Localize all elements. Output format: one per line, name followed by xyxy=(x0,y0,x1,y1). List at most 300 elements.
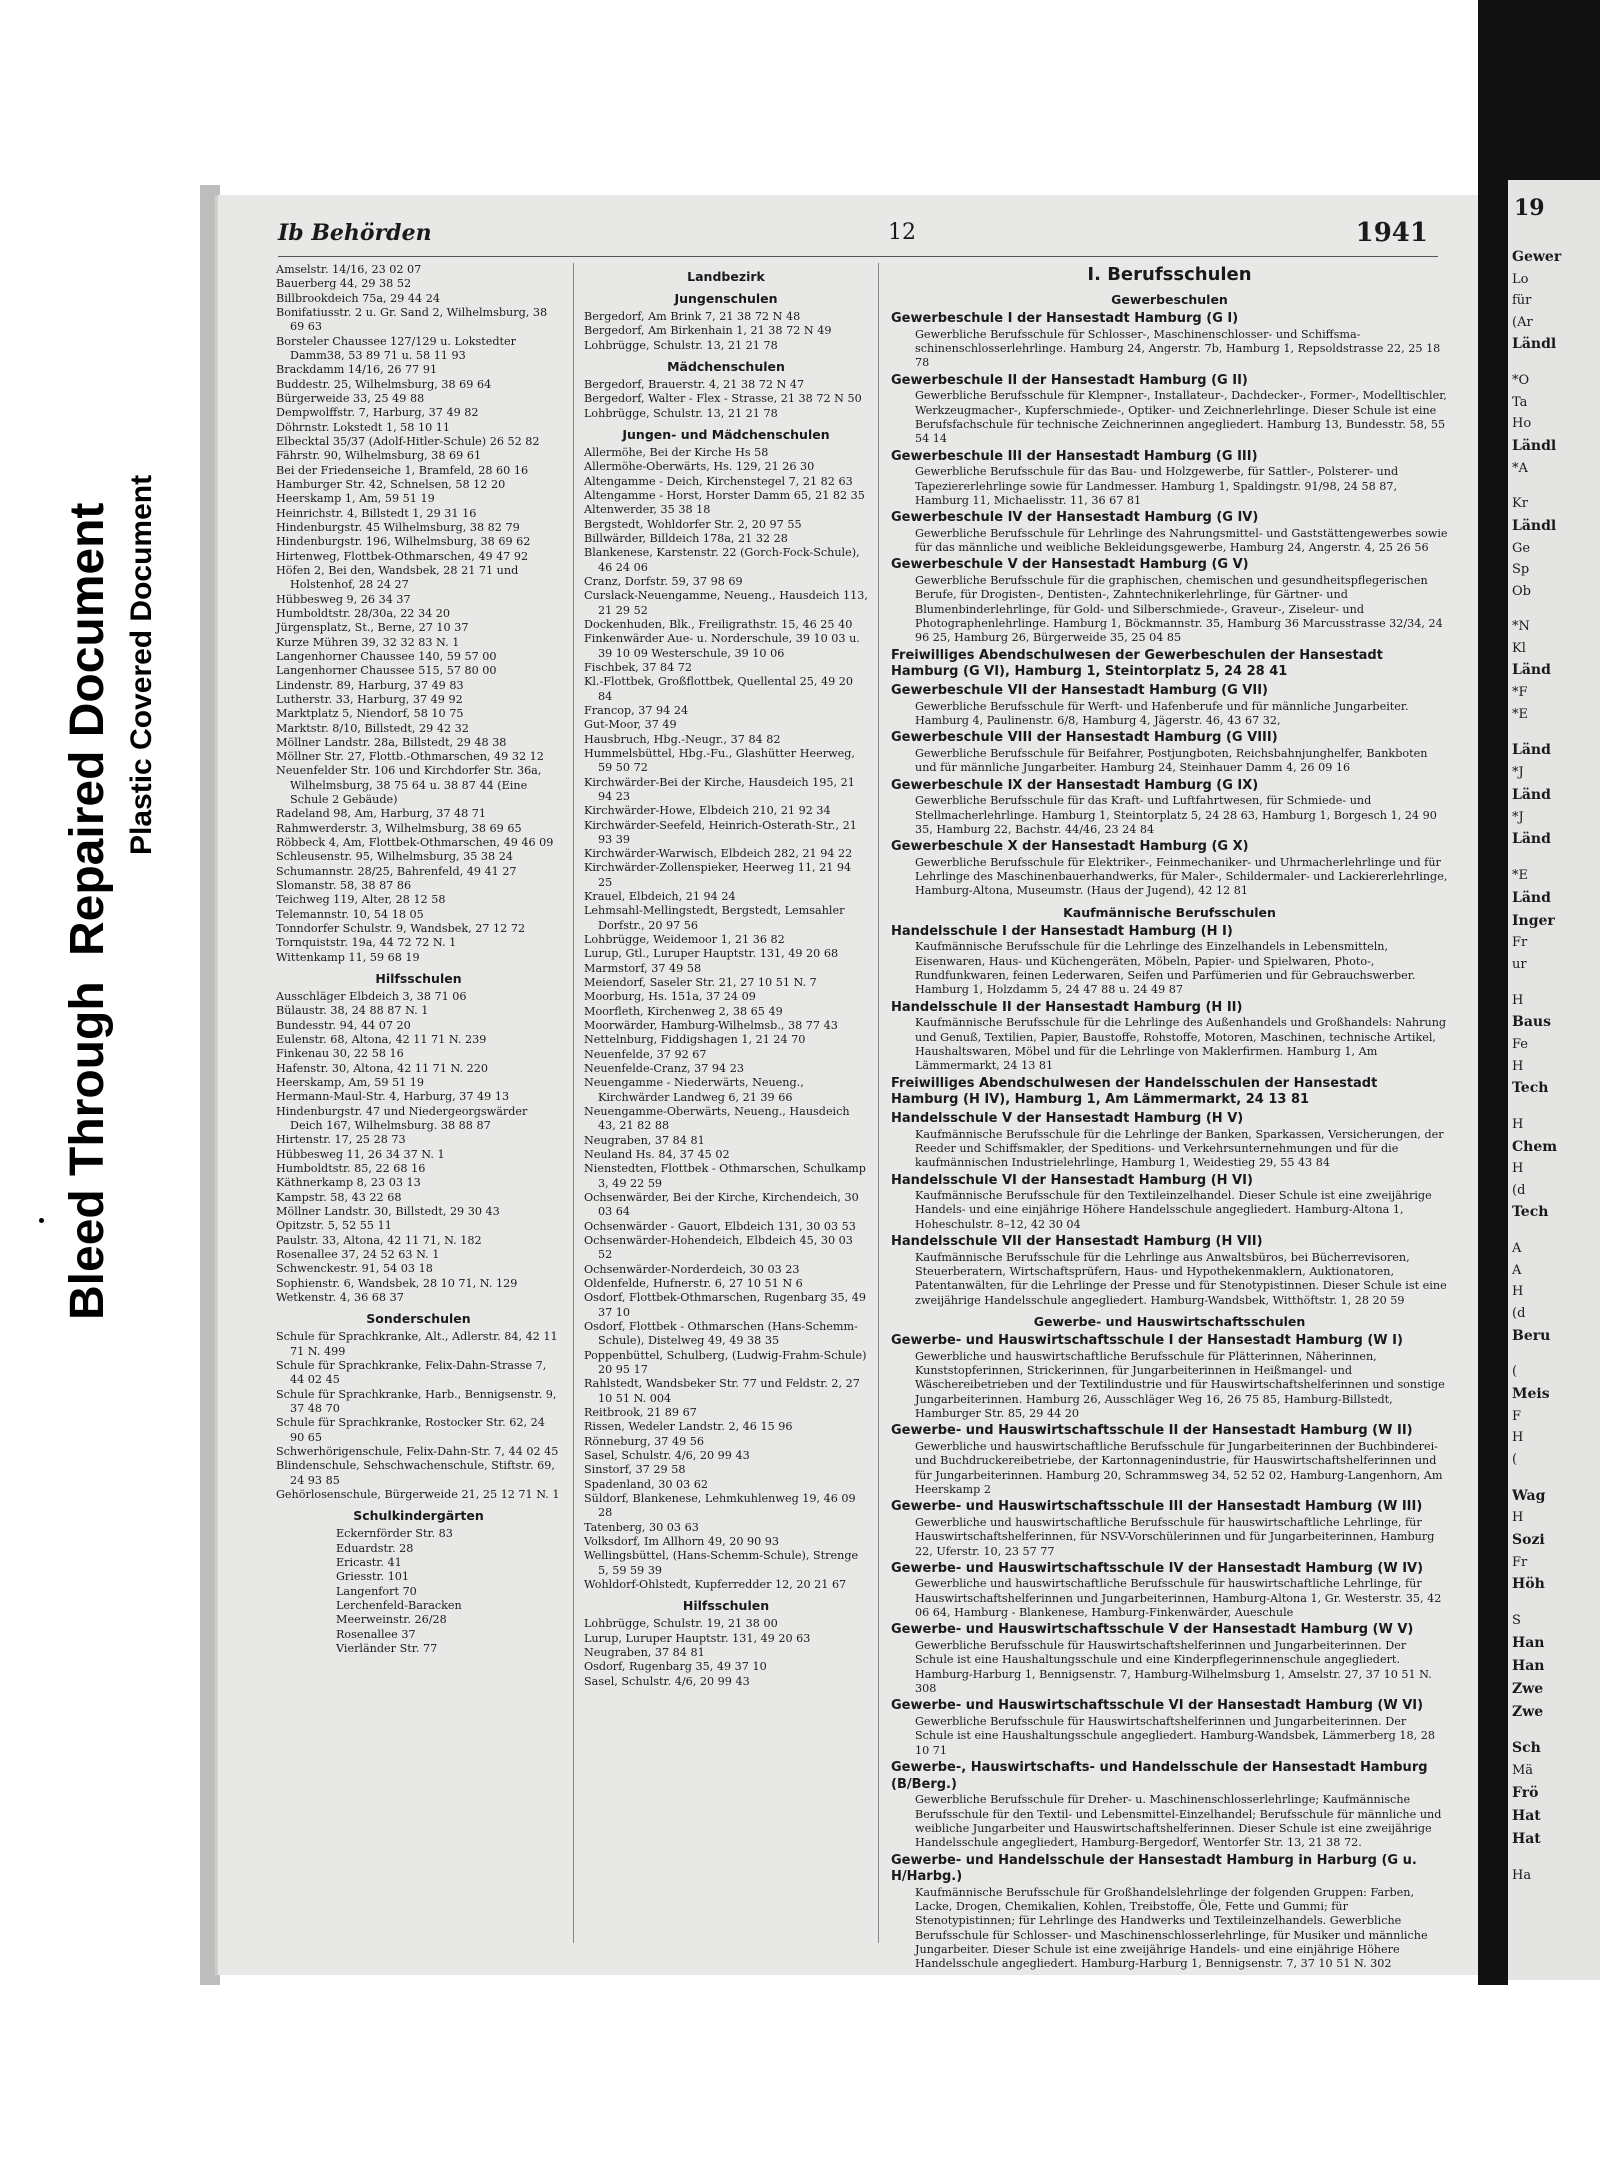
school-address-entry: Schleusenstr. 95, Wilhelmsburg, 35 38 24 xyxy=(276,850,513,864)
gemischte-schule-entry: Neuengamme-Oberwärts, Neueng., Hausdeich 43, 21 82 88 xyxy=(584,1105,850,1133)
section-title: Ib Behörden xyxy=(278,220,432,246)
hilfsschule-entry: Finkenau 30, 22 58 16 xyxy=(276,1047,404,1061)
jungen-heading: Jungenschulen xyxy=(674,291,778,306)
adjacent-page-line: Mä xyxy=(1512,1763,1534,1779)
gewerbeschulen-heading: Gewerbeschulen xyxy=(1111,292,1228,308)
school-description: Gewerbliche Berufsschule für Dreher- u. Maschinenschlosserlehrlinge; Kaufmännische Berufsschule für den Textil- und Lebensmittel-Einzelhandel; Berufsschule für männliche und weibliche Jungarbeiter und Hauswirtschaftshelferinnen. Dieser Schule ist eine zweijährige Handelsschule angegliedert, Hamburg-Bergedorf, Wentorfer Str. 13, 21 38 72. xyxy=(915,1793,1442,1850)
gemischte-schule-entry: Lehmsahl-Mellingstedt, Bergstedt, Lemsahler Dorfstr., 20 97 56 xyxy=(584,904,845,932)
school-name: Gewerbeschule VIII der Hansestadt Hamburg (G VIII) xyxy=(891,730,1278,746)
kindergarten-entry: Rosenallee 37 xyxy=(336,1627,416,1641)
adjacent-page-line: Sp xyxy=(1512,562,1530,578)
adjacent-page-line: H xyxy=(1512,1510,1524,1526)
adjacent-page-line: Fr xyxy=(1512,1554,1528,1570)
adjacent-page-line: Ge xyxy=(1512,540,1531,556)
kindergarten-entry: Eckernförder Str. 83 xyxy=(336,1527,453,1541)
school-description: Gewerbliche Berufsschule für Lehrlinge des Nahrungsmittel- und Gaststättengewerbes sowie für das männliche und weibliche Bekleidungsgewerbe, Hamburg 24, Angerstr. 4, 25 26 56 xyxy=(915,526,1448,555)
gemischte-schule-entry: Hummelsbüttel, Hbg.-Fu., Glashütter Heerweg, 59 50 72 xyxy=(584,746,855,775)
adjacent-page-line: Wag xyxy=(1512,1487,1546,1504)
scan-gutter xyxy=(1478,185,1508,1985)
school-address-entry: Schumannstr. 28/25, Bahrenfeld, 49 41 27 xyxy=(276,864,517,878)
gemischte-schule-entry: Neugraben, 37 84 81 xyxy=(584,1133,705,1147)
school-address-entry: Heinrichstr. 4, Billstedt 1, 29 31 16 xyxy=(276,506,477,520)
school-description: Gewerbliche Berufsschule für Schlosser-, Maschinenschlosser- und Schiffsmaschinenschlosserlehrlinge. Hamburg 24, Angerstr. 7b, Hamburg 1, Repsoldstrasse 22, 25 18 78 xyxy=(915,327,1441,370)
school-name: Gewerbe- und Hauswirtschaftsschule II der Hansestadt Hamburg (W II) xyxy=(891,1423,1413,1439)
school-address-entry: Hübbesweg 9, 26 34 37 xyxy=(276,592,411,606)
sonderschule-entry: Schule für Sprachkranke, Rostocker Str. 62, 24 90 65 xyxy=(276,1416,545,1444)
adjacent-page-line: Han xyxy=(1512,1657,1545,1674)
column-3 xyxy=(878,263,1448,1971)
kindergaerten-heading: Schulkindergärten xyxy=(353,1508,484,1524)
kindergaerten-list xyxy=(276,1527,561,1656)
adjacent-page-line: Chem xyxy=(1512,1138,1558,1155)
sonderschule-entry: Blindenschule, Sehschwachenschule, Stiftstr. 69, 24 93 85 xyxy=(276,1459,555,1487)
school-address-entry: Bürgerweide 33, 25 49 88 xyxy=(276,391,425,405)
kindergarten-entry: Ericastr. 41 xyxy=(336,1555,402,1569)
school-address-entry: Jürgensplatz, St., Berne, 27 10 37 xyxy=(276,621,469,635)
gemischte-schule-entry: Blankenese, Karstenstr. 22 (Gorch-Fock-Schule), 46 24 06 xyxy=(584,546,860,574)
adjacent-page-line: Lo xyxy=(1512,271,1529,287)
school-description: Gewerbliche Berufsschule für Hauswirtschaftshelferinnen und Jungarbeiterinnen. Der Schule ist eine Haushaltungsschule angegliedert. Hamburg-Wandsbek, Lämmerberg 18, 28 10 71 xyxy=(915,1715,1435,1757)
adjacent-page-line: Ländl xyxy=(1512,336,1557,353)
gemischte-schule-entry: Rissen, Wedeler Landstr. 2, 46 15 96 xyxy=(584,1420,793,1434)
gemischte-schule-entry: Sinstorf, 37 29 58 xyxy=(584,1463,686,1477)
school-name: Gewerbeschule II der Hansestadt Hamburg (G II) xyxy=(891,372,1248,388)
hilfsschule-entry: Käthnerkamp 8, 23 03 13 xyxy=(276,1176,421,1190)
school-description: Gewerbliche und hauswirtschaftliche Berufsschule für Jungarbeiterinnen der Buchbinderei- und Buchdruckereibetriebe, der Kartonnagenindustrie, für Hauswirtschaftshelferinnen und für Jungarbeiterinnen. Hamburg 20, Schrammsweg 34, 52 52 02, Hamburg-Langenhorn, Am Heerskamp 2 xyxy=(915,1439,1443,1496)
hilfsschule-entry: Möllner Landstr. 30, Billstedt, 29 30 43 xyxy=(276,1205,500,1218)
gemischte-schule-entry: Marmstorf, 37 49 58 xyxy=(584,961,702,975)
school-name: Handelsschule VII der Hansestadt Hamburg (H VII) xyxy=(891,1234,1263,1250)
school-description: Gewerbliche Berufsschule für Elektriker-, Feinmechaniker- und Uhrmacherlehrlinge und für Lehrlinge des Maschinenbauerhandwerks, für Maler-, Schildermaler- und Lackiererlehrlinge, Hamburg-Altona, Museumstr. (Haus der Jugend), 42 12 81 xyxy=(915,855,1448,898)
school-description: Kaufmännische Berufsschule für die Lehrlinge des Außenhandels und Großhandels: Nahrung und Genuß, Textilien, Papier, Baustoffe, Rohstoffe, Motoren, Maschinen, technische Artikel, Haushaltswaren, Möbel und für die Lehrlinge von Maklerfirmen. Hamburg 1, Am Lämmermarkt, 24 13 81 xyxy=(915,1016,1447,1073)
gemischte-schule-entry: Kirchwärder-Bei der Kirche, Hausdeich 195, 21 94 23 xyxy=(584,775,855,803)
gemischte-schule-entry: Altenwerder, 35 38 18 xyxy=(584,503,711,517)
hilfsschule-entry: Paulstr. 33, Altona, 42 11 71, N. 182 xyxy=(276,1233,482,1247)
school-name: Handelsschule I der Hansestadt Hamburg (H I) xyxy=(891,923,1233,939)
school-address-entry: Hindenburgstr. 196, Wilhelmsburg, 38 69 62 xyxy=(276,535,531,549)
adjacent-page-line: Länd xyxy=(1512,786,1551,803)
hilfsschule-entry: Bundesstr. 94, 44 07 20 xyxy=(276,1018,411,1032)
school-address-entry: Slomanstr. 58, 38 87 86 xyxy=(276,879,412,893)
gemischte-schule-entry: Krauel, Elbdeich, 21 94 24 xyxy=(584,890,736,904)
jungenschule-entry: Bergedorf, Am Birkenhain 1, 21 38 72 N 49 xyxy=(584,324,832,338)
column-2 xyxy=(573,263,868,1943)
maedchen-heading: Mädchenschulen xyxy=(667,358,785,374)
kindergarten-entry: Langenfort 70 xyxy=(336,1584,417,1598)
adjacent-page-line: H xyxy=(1512,1161,1524,1177)
gemischte-schule-entry: Kirchwärder-Zollenspieker, Heerweg 11, 21 94 25 xyxy=(584,861,852,889)
gemischte-schule-entry: Neuland Hs. 84, 37 45 02 xyxy=(584,1148,730,1162)
adjacent-page-line: *J xyxy=(1512,765,1524,781)
adjacent-page-line: *E xyxy=(1512,706,1528,722)
adjacent-page-line: *E xyxy=(1512,868,1528,884)
gemischte-schule-entry: Lohbrügge, Weidemoor 1, 21 36 82 xyxy=(584,933,785,947)
gemischte-schule-entry: Meiendorf, Saseler Str. 21, 27 10 51 N. 7 xyxy=(584,976,817,990)
hilfsschule-entry: Hafenstr. 30, Altona, 42 11 71 N. 220 xyxy=(276,1061,488,1075)
school-address-entry: Teichweg 119, Alter, 28 12 58 xyxy=(276,893,446,907)
adjacent-page-line: *A xyxy=(1512,460,1528,476)
adjacent-page-line: *J xyxy=(1512,809,1524,825)
gemischte-schule-entry: Neuengamme - Niederwärts, Neueng., Kirchwärder Landweg 6, 21 39 66 xyxy=(584,1076,804,1104)
adjacent-page-line: Gewer xyxy=(1512,248,1562,265)
adjacent-page-line: ( xyxy=(1512,1451,1518,1467)
scan-dot xyxy=(39,1218,44,1223)
gemischte-schule-entry: Billwärder, Billdeich 178a, 21 32 28 xyxy=(584,531,788,545)
school-name: Gewerbe- und Handelsschule der Hansestadt Hamburg in Harburg (G u. H/Harbg.) xyxy=(891,1852,1417,1885)
hilfsschule-entry: Sophienstr. 6, Wandsbek, 28 10 71, N. 129 xyxy=(276,1276,518,1290)
school-name: Gewerbeschule X der Hansestadt Hamburg (G X) xyxy=(891,839,1249,855)
gemischte-schule-entry: Ochsenwärder-Norderdeich, 30 03 23 xyxy=(584,1262,800,1276)
land-hilfs-heading: Hilfsschulen xyxy=(682,1598,770,1614)
school-description: Gewerbliche und hauswirtschaftliche Berufsschule für hauswirtschaftliche Lehrlinge, für Hauswirtschaftshelferinnen und Jungarbeiterinnen, Hamburg-Altona 1, Gr. Westerstr. 35, 42 06 64, Hamburg - Blankenese, Hamburg-Finkenwärder, Aueschule xyxy=(915,1577,1442,1620)
kaufmaennisch-list xyxy=(891,924,1448,1308)
school-address-entry: Tornquiststr. 19a, 44 72 72 N. 1 xyxy=(276,936,457,950)
adjacent-page-line: Inger xyxy=(1512,912,1555,929)
adjacent-page-line: Länd xyxy=(1512,831,1551,848)
adjacent-page-line: Sozi xyxy=(1512,1531,1545,1548)
berufsschulen-title: I. Berufsschulen xyxy=(1087,264,1252,285)
hauswirtschaft-heading: Gewerbe- und Hauswirtschaftsschulen xyxy=(1033,1314,1306,1330)
school-address-entry: Telemannstr. 10, 54 18 05 xyxy=(276,907,424,921)
hilfsschule-entry: Hübbesweg 11, 26 34 37 N. 1 xyxy=(276,1147,445,1161)
gemischte-schule-entry: Ochsenwärder - Gauort, Elbdeich 131, 30 03 53 xyxy=(584,1219,856,1233)
gemischte-schule-entry: Moorwärder, Hamburg-Wilhelmsb., 38 77 43 xyxy=(584,1019,838,1033)
school-description: Gewerbliche Berufsschule für Hauswirtschaftshelferinnen und Jungarbeiterinnen. Der Schule ist eine Haushaltungsschule und eine Kinderpflegerinnenschule angegliedert. Hamburg-Harburg 1, Bennigsenstr. 7, Hamburg-Wilhelmsburg 1, Amselstr. 27, 37 10 51 N. 308 xyxy=(915,1639,1432,1696)
school-name: Gewerbe- und Hauswirtschaftsschule VI der Hansestadt Hamburg (W VI) xyxy=(891,1698,1424,1714)
sonderschule-entry: Gehörlosenschule, Bürgerweide 21, 25 12 71 N. 1 xyxy=(276,1487,560,1501)
school-name: Gewerbeschule V der Hansestadt Hamburg (G V) xyxy=(891,557,1249,573)
gemischte-schule-entry: Altengamme - Deich, Kirchenstegel 7, 21 82 63 xyxy=(584,474,853,488)
adjacent-page-line: Länd xyxy=(1512,662,1551,679)
school-address-entry: Elbecktal 35/37 (Adolf-Hitler-Schule) 26 52 82 xyxy=(276,434,540,448)
gemischt-list xyxy=(584,446,868,1592)
school-description: Gewerbliche und hauswirtschaftliche Berufsschule für hauswirtschaftliche Lehrlinge, für Hauswirtschaftshelferinnen, für NSV-Vorschülerinnen und für Jungarbeiterinnen, Hamburg 22, Uferstr. 10, 23 57 77 xyxy=(915,1515,1435,1558)
school-description: Gewerbliche Berufsschule für Werft- und Hafenberufe und für männliche Jungarbeiter. Hamburg 4, Paulinenstr. 6/8, Hamburg 4, Jägerstr. 46, 43 67 32, xyxy=(915,699,1409,727)
school-description: Kaufmännische Berufsschule für Großhandelslehrlinge der folgenden Gruppen: Farben, Lacke, Drogen, Chemikalien, Kohlen, Treibstoffe, Öle, Fette und Gummi; für Stenotypistinnen; für Lehrlinge des Handwerks und Textileinzelhandels. Gewerbliche Berufsschule für Schlosser- und Maschinenschlosserlehrlinge, für Musiker und männliche Jungarbeiter. Dieser Schule ist eine zweijährige Handels- und eine einjährige Höhere Handelsschule angegliedert. Hamburg-Harburg 1, Bennigsenstr. 7, 37 10 51 N. 302 xyxy=(915,1885,1428,1971)
school-name: Freiwilliges Abendschulwesen der Gewerbeschulen der Hansestadt Hamburg (G VI), Hamburg 1, Steintorplatz 5, 24 28 41 xyxy=(891,647,1383,680)
gemischte-schule-entry: Kl.-Flottbek, Großflottbek, Quellental 25, 49 20 84 xyxy=(584,675,854,703)
adjacent-page-line: Ländl xyxy=(1512,437,1557,454)
school-address-entry: Brackdamm 14/16, 26 77 91 xyxy=(276,363,438,377)
gemischte-schule-entry: Ochsenwärder-Hohendeich, Elbdeich 45, 30 03 52 xyxy=(584,1234,853,1262)
adjacent-page-line: H xyxy=(1512,1430,1524,1446)
gemischte-schule-entry: Nienstedten, Flottbek - Othmarschen, Schulkamp 3, 49 22 59 xyxy=(584,1162,866,1190)
school-name: Handelsschule VI der Hansestadt Hamburg (H VI) xyxy=(891,1172,1253,1188)
gemischte-schule-entry: Gut-Moor, 37 49 xyxy=(584,718,677,732)
jungen-list xyxy=(584,310,868,353)
page-header xyxy=(278,220,1438,257)
school-address-entry: Heerskamp 1, Am, 59 51 19 xyxy=(276,492,435,506)
hilfsschule-entry: Humboldtstr. 85, 22 68 16 xyxy=(276,1162,426,1176)
gemischte-schule-entry: Kirchwärder-Seefeld, Heinrich-Osterath-Str., 21 93 39 xyxy=(584,818,857,846)
gemischte-schule-entry: Osdorf, Flottbek-Othmarschen, Rugenbarg 35, 49 37 10 xyxy=(584,1291,866,1319)
school-name: Freiwilliges Abendschulwesen der Handelsschulen der Hansestadt Hamburg (H IV), Hamburg 1, Am Lämmermarkt, 24 13 81 xyxy=(891,1075,1378,1108)
school-address-entry: Möllner Str. 27, Flottb.-Othmarschen, 49 32 12 xyxy=(276,750,544,764)
side-label-plastic: Plastic Covered Document xyxy=(125,474,158,855)
gemischte-schule-entry: Moorburg, Hs. 151a, 37 24 09 xyxy=(584,990,756,1004)
school-address-entry: Marktstr. 8/10, Billstedt, 29 42 32 xyxy=(276,721,469,735)
school-address-entry: Humboldtstr. 28/30a, 22 34 20 xyxy=(276,606,451,620)
gemischte-schule-entry: Kirchwärder-Howe, Elbdeich 210, 21 92 34 xyxy=(584,804,831,818)
school-address-entry: Möllner Landstr. 28a, Billstedt, 29 48 38 xyxy=(276,735,507,749)
school-address-entry: Höfen 2, Bei den, Wandsbek, 28 21 71 und Holstenhof, 28 24 27 xyxy=(276,563,519,592)
gemischte-schule-entry: Osdorf, Flottbek - Othmarschen (Hans-Schemm-Schule), Distelweg 49, 49 38 35 xyxy=(584,1319,858,1348)
school-address-entry: Langenhorner Chaussee 515, 57 80 00 xyxy=(276,664,497,678)
maedchenschule-entry: Bergedorf, Walter - Flex - Strasse, 21 38 72 N 50 xyxy=(584,392,862,406)
school-description: Kaufmännische Berufsschule für die Lehrlinge des Einzelhandels in Lebensmitteln, Eisenwaren, Haus- und Küchengeräten, Möbeln, Papier- und Spielwaren, Photo-, Rundfunkwaren, feinen Lederwaren, Seifen und Parfümerien und für Gebrauchswerber. Hamburg 1, Holzdamm 5, 24 47 88 u. 24 49 87 xyxy=(915,940,1416,997)
gemischte-schule-entry: Reitbrook, 21 89 67 xyxy=(584,1405,697,1419)
adjacent-page-line: H xyxy=(1512,1284,1524,1300)
school-address-entry: Hindenburgstr. 45 Wilhelmsburg, 38 82 79 xyxy=(276,520,520,534)
school-address-entry: Neuenfelder Str. 106 und Kirchdorfer Str. 36a, Wilhelmsburg, 38 75 64 u. 38 87 44 (Eine Schule 2 Gebäude) xyxy=(276,764,542,807)
school-name: Gewerbe- und Hauswirtschaftsschule III der Hansestadt Hamburg (W III) xyxy=(891,1499,1423,1515)
adjacent-page-line: Länd xyxy=(1512,889,1551,906)
gemischte-schule-entry: Süldorf, Blankenese, Lehmkuhlenweg 19, 46 09 28 xyxy=(584,1491,856,1520)
adjacent-page-line: Ho xyxy=(1512,416,1532,432)
adjacent-page-line: A xyxy=(1512,1262,1522,1278)
adjacent-page-line: Zwe xyxy=(1512,1680,1544,1697)
adjacent-page-line: Ob xyxy=(1512,583,1531,599)
gemischte-schule-entry: Wohldorf-Ohlstedt, Kupferredder 12, 20 21 67 xyxy=(584,1577,847,1591)
school-address-entry: Bei der Friedenseiche 1, Bramfeld, 28 60 16 xyxy=(276,463,529,477)
school-address-entry: Amselstr. 14/16, 23 02 07 xyxy=(276,263,422,276)
adjacent-page-line: Fr xyxy=(1512,935,1528,951)
sonderschulen-list xyxy=(276,1330,561,1502)
school-address-entry: Döhrnstr. Lokstedt 1, 58 10 11 xyxy=(276,420,450,434)
gemischte-schule-entry: Rönneburg, 37 49 56 xyxy=(584,1434,704,1448)
adjacent-page-line: Meis xyxy=(1512,1386,1550,1402)
school-address-entry: Hirtenweg, Flottbek-Othmarschen, 49 47 92 xyxy=(276,549,529,563)
jungenschule-entry: Lohbrügge, Schulstr. 13, 21 21 78 xyxy=(584,338,778,352)
school-address-entry: Fährstr. 90, Wilhelmsburg, 38 69 61 xyxy=(276,449,482,463)
adjacent-page-line: H xyxy=(1512,1116,1524,1132)
adjacent-page-line: Fe xyxy=(1512,1036,1529,1052)
gemischte-schule-entry: Poppenbüttel, Schulberg, (Ludwig-Frahm-Schule) 20 95 17 xyxy=(584,1348,867,1376)
school-name: Gewerbeschule I der Hansestadt Hamburg (G I) xyxy=(891,311,1239,327)
adjacent-page-line: ( xyxy=(1512,1364,1518,1380)
school-name: Gewerbe- und Hauswirtschaftsschule I der Hansestadt Hamburg (W I) xyxy=(891,1333,1403,1349)
gemischte-schule-entry: Allermöhe, Bei der Kirche Hs 58 xyxy=(584,445,769,459)
school-address-entry: Dempwolffstr. 7, Harburg, 37 49 82 xyxy=(276,406,479,420)
school-description: Kaufmännische Berufsschule für den Textileinzelhandel. Dieser Schule ist eine zweijährige Handels- und eine einjährige Höhere Handelsschule angegliedert. Hamburg-Altona 1, Hoheschulstr. 8–12, 42 30 04 xyxy=(915,1189,1432,1231)
hilfsschule-entry: Ausschläger Elbdeich 3, 38 71 06 xyxy=(276,990,467,1004)
adjacent-page-year: 19 xyxy=(1514,195,1545,221)
page-year: 1941 xyxy=(1355,218,1428,248)
school-address-entry: Hamburger Str. 42, Schnelsen, 58 12 20 xyxy=(276,477,506,491)
gemischte-schule-entry: Bergstedt, Wohldorfer Str. 2, 20 97 55 xyxy=(584,517,802,531)
gemischte-schule-entry: Lurup, Gtl., Luruper Hauptstr. 131, 49 20 68 xyxy=(584,947,839,961)
landbezirk-heading: Landbezirk xyxy=(687,269,765,284)
adjacent-page-line: Tech xyxy=(1512,1204,1549,1221)
hilfsschule-entry: Wetkenstr. 4, 36 68 37 xyxy=(276,1290,404,1304)
land-hilfs-list xyxy=(584,1617,868,1689)
adjacent-page-lines xyxy=(1508,248,1600,1884)
school-address-entry: Rahmwerderstr. 3, Wilhelmsburg, 38 69 65 xyxy=(276,821,522,835)
sonderschule-entry: Schwerhörigenschule, Felix-Dahn-Str. 7, 44 02 45 xyxy=(276,1444,559,1458)
gemischte-schule-entry: Ochsenwärder, Bei der Kirche, Kirchendeich, 30 03 64 xyxy=(584,1191,859,1219)
land-hilfsschule-entry: Lurup, Luruper Hauptstr. 131, 49 20 63 xyxy=(584,1631,811,1645)
hilfsschule-entry: Schwenckestr. 91, 54 03 18 xyxy=(276,1262,433,1276)
gemischte-schule-entry: Oldenfelde, Hufnerstr. 6, 27 10 51 N 6 xyxy=(584,1277,803,1290)
adjacent-page-line: Sch xyxy=(1512,1740,1541,1757)
gemischte-schule-entry: Sasel, Schulstr. 4/6, 20 99 43 xyxy=(584,1448,750,1462)
hilfsschulen-list xyxy=(276,990,561,1305)
adjacent-page-line: S xyxy=(1512,1613,1521,1629)
hilfsschulen-heading: Hilfsschulen xyxy=(375,971,462,987)
land-hilfsschule-entry: Neugraben, 37 84 81 xyxy=(584,1645,705,1659)
bleed-label: Bleed Through xyxy=(61,981,114,1320)
adjacent-page-line: (d xyxy=(1512,1182,1526,1198)
adjacent-page-line: (d xyxy=(1512,1306,1526,1322)
school-name: Gewerbeschule III der Hansestadt Hamburg (G III) xyxy=(891,448,1258,464)
school-address-entry: Lindenstr. 89, Harburg, 37 49 83 xyxy=(276,678,464,692)
adjacent-page-line: Beru xyxy=(1512,1327,1551,1344)
adjacent-page-line: *O xyxy=(1512,373,1530,389)
kindergarten-entry: Lerchenfeld-Baracken xyxy=(336,1598,462,1612)
school-name: Gewerbe-, Hauswirtschafts- und Handelsschule der Hansestadt Hamburg (B/Berg.) xyxy=(891,1760,1428,1792)
hauswirtschaft-list xyxy=(891,1333,1448,1972)
hilfsschule-entry: Kampstr. 58, 43 22 68 xyxy=(276,1190,402,1204)
adjacent-page-line: Kl xyxy=(1512,640,1526,656)
gemischte-schule-entry: Finkenwärder Aue- u. Norderschule, 39 10 03 u. 39 10 09 Westerschule, 39 10 06 xyxy=(584,632,860,660)
school-address-entry: Radeland 98, Am, Harburg, 37 48 71 xyxy=(276,807,487,821)
school-name: Gewerbe- und Hauswirtschaftsschule IV der Hansestadt Hamburg (W IV) xyxy=(891,1560,1424,1576)
school-name: Gewerbeschule IX der Hansestadt Hamburg (G IX) xyxy=(891,777,1259,793)
gemischte-schule-entry: Tatenberg, 30 03 63 xyxy=(584,1520,699,1534)
gemischte-schule-entry: Dockenhuden, Blk., Freiligrathstr. 15, 46 25 40 xyxy=(584,617,853,631)
adjacent-page-line: Kr xyxy=(1512,496,1528,512)
gemischte-schule-entry: Fischbek, 37 84 72 xyxy=(584,660,693,674)
school-name: Handelsschule V der Hansestadt Hamburg (H V) xyxy=(891,1110,1244,1126)
gemischte-schule-entry: Neuenfelde-Cranz, 37 94 23 xyxy=(584,1062,744,1076)
school-description: Kaufmännische Berufsschule für die Lehrlinge der Banken, Sparkassen, Versicherungen, der Reeder und Schiffsmakler, der Speditions- und Verkehrsunternehmungen und für die kaufmännischen Industrielehrlinge, Hamburg 1, Weidestieg 29, 55 43 84 xyxy=(915,1127,1444,1170)
adjacent-page-line: Han xyxy=(1512,1634,1545,1651)
adjacent-page xyxy=(1508,180,1600,1980)
school-address-entry: Bonifatiusstr. 2 u. Gr. Sand 2, Wilhelmsburg, 38 69 63 xyxy=(276,305,548,334)
school-description: Gewerbliche Berufsschule für das Kraft- und Luftfahrtwesen, für Schmiede- und Stellmacherlehrlinge. Hamburg 1, Steintorplatz 5, 24 28 63, Hamburg 1, Borgesch 1, 24 90 35, Hamburg 22, Bachstr. 44/46, 23 24 84 xyxy=(915,794,1437,836)
gemischte-schule-entry: Curslack-Neuengamme, Neueng., Hausdeich 113, 21 29 52 xyxy=(584,589,868,617)
side-label-bleed-repaired xyxy=(60,503,115,1320)
gemischte-schule-entry: Moorfleth, Kirchenweg 2, 38 65 49 xyxy=(584,1004,783,1018)
jungenschule-entry: Bergedorf, Am Brink 7, 21 38 72 N 48 xyxy=(584,310,801,323)
school-address-list xyxy=(276,263,561,965)
maedchenschule-entry: Bergedorf, Brauerstr. 4, 21 38 72 N 47 xyxy=(584,377,805,391)
gemischte-schule-entry: Kirchwärder-Warwisch, Elbdeich 282, 21 94 22 xyxy=(584,847,853,861)
adjacent-page-line: H xyxy=(1512,992,1524,1008)
school-address-entry: Röbbeck 4, Am, Flottbek-Othmarschen, 49 46 09 xyxy=(276,836,554,850)
gemischte-schule-entry: Allermöhe-Oberwärts, Hs. 129, 21 26 30 xyxy=(584,460,815,474)
school-name: Handelsschule II der Hansestadt Hamburg (H II) xyxy=(891,999,1243,1015)
adjacent-page-line: für xyxy=(1512,293,1532,309)
gemischte-schule-entry: Volksdorf, Im Allhorn 49, 20 90 93 xyxy=(584,1534,780,1548)
sonderschule-entry: Schule für Sprachkranke, Harb., Bennigsenstr. 9, 37 48 70 xyxy=(276,1387,557,1415)
school-name: Gewerbeschule IV der Hansestadt Hamburg (G IV) xyxy=(891,510,1259,526)
gemischte-schule-entry: Hausbruch, Hbg.-Neugr., 37 84 82 xyxy=(584,732,781,746)
school-description: Gewerbliche und hauswirtschaftliche Berufsschule für Plätterinnen, Näherinnen, Kunststopferinnen, Strickerinnen, für Jungarbeiterinnen in Heißmangel- und Wäschereibetrieben und der Textilindustrie und für Hauswirtschaftshelferinnen und sonstige Jungarbeiterinnen. Hamburg 26, Ausschläger Weg 16, 26 75 85, Hamburg-Billstedt, Hamburger Str. 85, 29 44 20 xyxy=(915,1349,1445,1420)
school-description: Gewerbliche Berufsschule für das Bau- und Holzgewerbe, für Sattler-, Polsterer- und Tapeziererlehrlinge sowie für Landmesser. Hamburg 1, Spaldingstr. 91/98, 24 58 87, Hamburg 11, Michaelisstr. 11, 36 67 81 xyxy=(915,465,1399,507)
school-address-entry: Langenhorner Chaussee 140, 59 57 00 xyxy=(276,649,497,663)
hilfsschule-entry: Hermann-Maul-Str. 4, Harburg, 37 49 13 xyxy=(276,1090,510,1104)
adjacent-page-line: F xyxy=(1512,1408,1522,1424)
page-number: 12 xyxy=(888,220,916,245)
sonderschule-entry: Schule für Sprachkranke, Felix-Dahn-Strasse 7, 44 02 45 xyxy=(276,1358,547,1387)
kaufmaennisch-heading: Kaufmännische Berufsschulen xyxy=(1063,904,1276,920)
hilfsschule-entry: Hindenburgstr. 47 und Niedergeorgswärder Deich 167, Wilhelmsburg. 38 88 87 xyxy=(276,1104,528,1133)
school-address-entry: Marktplatz 5, Niendorf, 58 10 75 xyxy=(276,707,464,721)
school-name: Gewerbeschule VII der Hansestadt Hamburg (G VII) xyxy=(891,682,1268,698)
adjacent-page-line: Ländl xyxy=(1512,517,1557,534)
gemischte-schule-entry: Neuenfelde, 37 92 67 xyxy=(584,1047,707,1061)
repaired-label: Repaired Document xyxy=(61,502,114,956)
gemischte-schule-entry: Wellingsbüttel, (Hans-Schemm-Schule), Strenge 5, 59 59 39 xyxy=(584,1549,859,1577)
school-description: Gewerbliche Berufsschule für Klempner-, Installateur-, Dachdecker-, Former-, Modelltischler, Werkzeugmacher-, Kupferschmiede-, Optiker- und Zeichnerlehrlinge. Dieser Schule ist eine Berufsfachschule für technische Zeichnerinnen angegliedert. Hamburg 13, Bundesstr. 58, 55 54 14 xyxy=(915,389,1447,446)
school-address-entry: Billbrookdeich 75a, 29 44 24 xyxy=(276,291,440,305)
column-1 xyxy=(276,263,561,1943)
hilfsschule-entry: Opitzstr. 5, 52 55 11 xyxy=(276,1219,392,1233)
kindergarten-entry: Meerweinstr. 26/28 xyxy=(336,1613,447,1627)
sonderschule-entry: Schule für Sprachkranke, Alt., Adlerstr. 84, 42 11 71 N. 499 xyxy=(276,1330,558,1358)
school-address-entry: Tonndorfer Schulstr. 9, Wandsbek, 27 12 72 xyxy=(276,922,526,936)
adjacent-page-line: Hat xyxy=(1512,1830,1541,1847)
land-hilfsschule-entry: Sasel, Schulstr. 4/6, 20 99 43 xyxy=(584,1674,750,1688)
kindergarten-entry: Vierländer Str. 77 xyxy=(336,1641,438,1655)
hilfsschule-entry: Hirtenstr. 17, 25 28 73 xyxy=(276,1133,406,1147)
sonderschulen-heading: Sonderschulen xyxy=(366,1311,471,1327)
gemischte-schule-entry: Rahlstedt, Wandsbeker Str. 77 und Feldstr. 2, 27 10 51 N. 004 xyxy=(584,1377,860,1405)
scan-background-top xyxy=(1478,0,1600,190)
document-page xyxy=(215,195,1478,1975)
adjacent-page-line: *F xyxy=(1512,685,1528,701)
adjacent-page-line: Frö xyxy=(1512,1784,1539,1801)
adjacent-page-line: Länd xyxy=(1512,742,1551,759)
adjacent-page-line: Ha xyxy=(1512,1867,1532,1883)
school-address-entry: Lutherstr. 33, Harburg, 37 49 92 xyxy=(276,692,463,706)
adjacent-page-line: Tech xyxy=(1512,1080,1549,1097)
adjacent-page-line: Zwe xyxy=(1512,1703,1544,1720)
kindergarten-entry: Eduardstr. 28 xyxy=(336,1541,414,1555)
gemischte-schule-entry: Nettelnburg, Fiddigshagen 1, 21 24 70 xyxy=(584,1033,806,1047)
gemischte-schule-entry: Cranz, Dorfstr. 59, 37 98 69 xyxy=(584,574,743,588)
kindergarten-entry: Griesstr. 101 xyxy=(336,1570,410,1584)
school-address-entry: Wittenkamp 11, 59 68 19 xyxy=(276,950,420,964)
hilfsschule-entry: Rosenallee 37, 24 52 63 N. 1 xyxy=(276,1247,440,1261)
adjacent-page-line: Baus xyxy=(1512,1014,1551,1031)
hilfsschule-entry: Bülaustr. 38, 24 88 87 N. 1 xyxy=(276,1004,429,1018)
adjacent-page-line: Ta xyxy=(1512,394,1528,410)
school-address-entry: Kurze Mühren 39, 32 32 83 N. 1 xyxy=(276,635,460,649)
adjacent-page-line: *N xyxy=(1512,619,1530,635)
school-address-entry: Borsteler Chaussee 127/129 u. Lokstedter Damm38, 53 89 71 u. 58 11 93 xyxy=(276,334,516,362)
adjacent-page-line: (Ar xyxy=(1512,314,1533,330)
adjacent-page-line: H xyxy=(1512,1058,1524,1074)
adjacent-page-line: Hat xyxy=(1512,1807,1541,1824)
gewerbeschulen-list xyxy=(891,311,1448,899)
maedchenschule-entry: Lohbrügge, Schulstr. 13, 21 21 78 xyxy=(584,406,778,420)
adjacent-page-line: A xyxy=(1512,1241,1522,1257)
maedchen-list xyxy=(584,378,868,421)
school-name: Gewerbe- und Hauswirtschaftsschule V der Hansestadt Hamburg (W V) xyxy=(891,1622,1414,1638)
adjacent-page-line: Höh xyxy=(1512,1576,1545,1593)
land-hilfsschule-entry: Lohbrügge, Schulstr. 19, 21 38 00 xyxy=(584,1617,778,1631)
school-description: Kaufmännische Berufsschule für die Lehrlinge aus Anwaltsbüros, bei Bücherrevisoren, Steuerberatern, Wirtschaftsprüfern, Haus- und Hypothekenmaklern, Auktionatoren, Patentanwälten, für die Lehrlinge der Presse und für Stenotypistinnen. Dieser Schule ist eine zweijährige Handelsschule angegliedert. Hamburg-Wandsbek, Witthöftstr. 1, 28 20 59 xyxy=(915,1250,1447,1307)
hilfsschule-entry: Heerskamp, Am, 59 51 19 xyxy=(276,1076,425,1090)
gemischte-schule-entry: Francop, 37 94 24 xyxy=(584,703,689,717)
hilfsschule-entry: Eulenstr. 68, Altona, 42 11 71 N. 239 xyxy=(276,1033,487,1047)
gemischte-schule-entry: Spadenland, 30 03 62 xyxy=(584,1477,709,1491)
adjacent-page-line: ur xyxy=(1512,956,1527,972)
school-description: Gewerbliche Berufsschule für Beifahrer, Postjungboten, Reichsbahnjunghelfer, Bankboten und für männliche Jungarbeiter. Hamburg 24, Steinhauer Damm 4, 26 09 16 xyxy=(915,746,1428,775)
school-address-entry: Bauerberg 44, 29 38 52 xyxy=(276,277,412,291)
